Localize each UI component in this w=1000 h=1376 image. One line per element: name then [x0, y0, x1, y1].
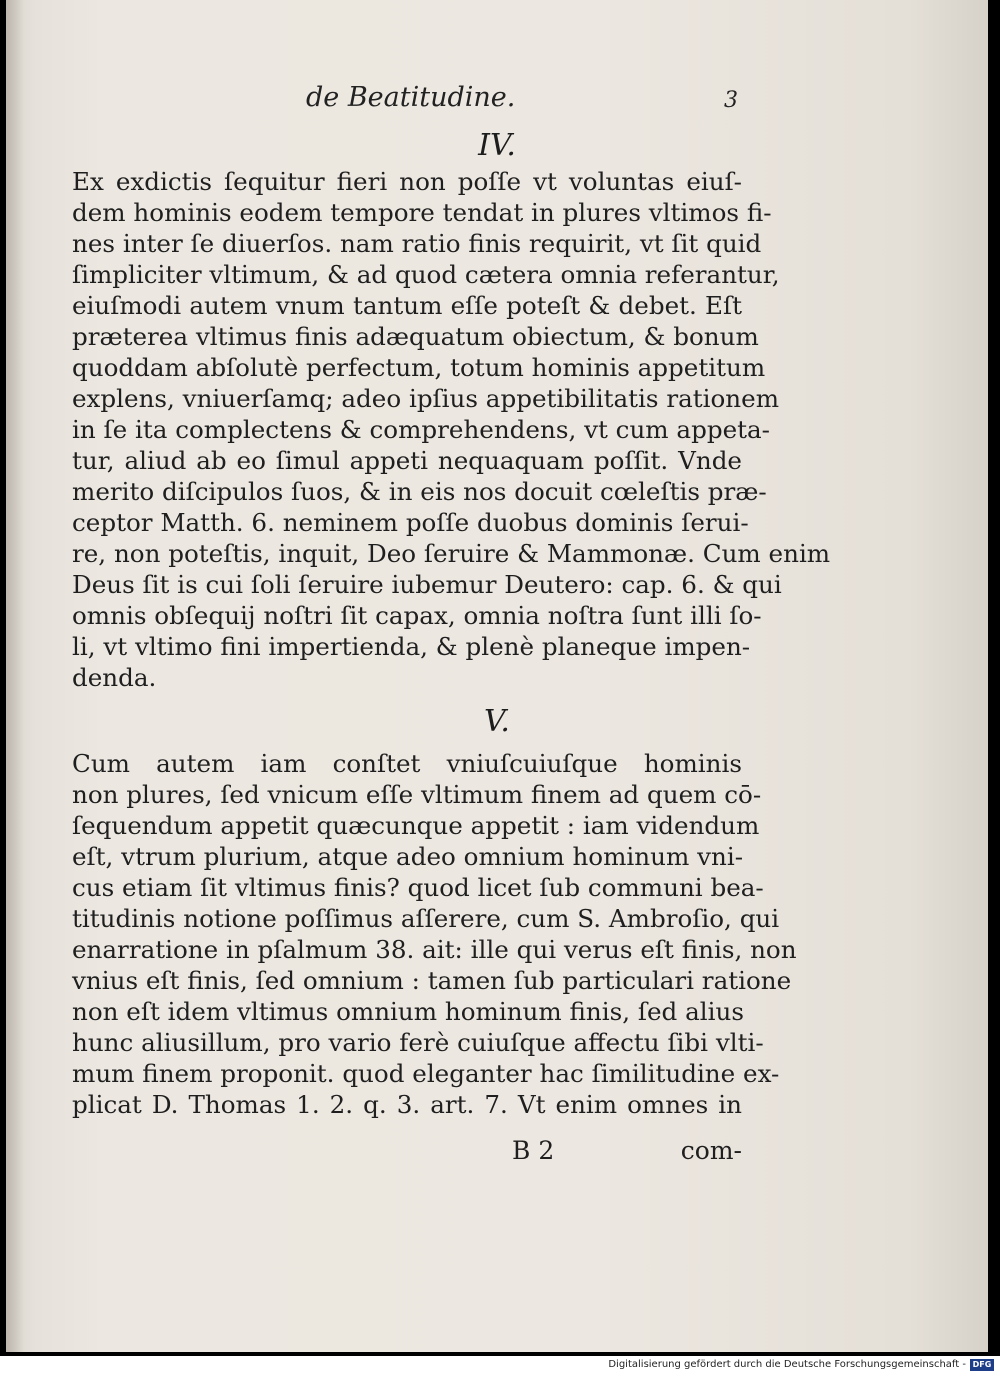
text-line: omnis obſequij noſtri ſit capax, omnia noſtra ſunt illi ſo- — [72, 601, 762, 630]
text-line: vnius eſt finis, ſed omnium : tamen ſub particulari ratione — [72, 966, 792, 995]
text-line: enarratione in pſalmum 38. ait: ille qui verus eſt finis, non — [72, 935, 797, 964]
text-line: non plures, ſed vnicum eſſe vltimum finem ad quem cō- — [72, 780, 762, 809]
text-line: li, vt vltimo fini impertienda, & plenè planeque impen- — [72, 632, 751, 661]
section-number-v: V. — [484, 704, 510, 739]
section-number-iv: IV. — [478, 128, 516, 163]
text-line: explens, vniuerſamq; adeo ipſius appetibilitatis rationem — [72, 384, 780, 413]
text-line: tur, aliud ab eo ſimul appeti nequaquam poſſit. Vnde — [72, 446, 742, 475]
text-line: merito diſcipulos ſuos, & in eis nos docuit cœleſtis præ- — [72, 477, 767, 506]
section-iv-text — [72, 166, 831, 693]
text-line: titudinis notione poſſimus aſſerere, cum S. Ambroſio, qui — [72, 904, 780, 933]
text-line: non eſt idem vltimus omnium hominum finis, ſed alius — [72, 997, 744, 1026]
signature-mark: B 2 — [512, 1136, 555, 1165]
text-line: re, non poteſtis, inquit, Deo ſeruire & Mammonæ. Cum enim — [72, 539, 831, 568]
text-line: eſt, vtrum plurium, atque adeo omnium hominum vni- — [72, 842, 744, 871]
catchword: com- — [680, 1136, 742, 1165]
book-page — [6, 0, 988, 1352]
text-line: cus etiam ſit vltimus finis? quod licet ſub communi bea- — [72, 873, 764, 902]
text-line: dem hominis eodem tempore tendat in plures vltimos fi- — [72, 198, 772, 227]
text-line: in ſe ita complectens & comprehendens, vt cum appeta- — [72, 415, 770, 444]
text-line: Cum autem iam conſtet vniuſcuiuſque hominis — [72, 749, 742, 778]
text-line: plicat D. Thomas 1. 2. q. 3. art. 7. Vt enim omnes in — [72, 1090, 742, 1119]
page-number: 3 — [724, 88, 738, 113]
text-line: præterea vltimus finis adæquatum obiectum, & bonum — [72, 322, 759, 351]
text-line: ſimpliciter vltimum, & ad quod cætera omnia referantur, — [72, 260, 780, 289]
text-line: nes inter ſe diuerſos. nam ratio finis requirit, vt ſit quid — [72, 229, 762, 258]
text-line: hunc aliusillum, pro vario ferè cuiuſque affectu ſibi vlti- — [72, 1028, 764, 1057]
text-line: quoddam abſolutè perfectum, totum hominis appetitum — [72, 353, 766, 382]
text-line: Deus ſit is cui ſoli ſeruire iubemur Deutero: cap. 6. & qui — [72, 570, 782, 599]
text-line: ceptor Matth. 6. neminem poſſe duobus dominis ſerui- — [72, 508, 749, 537]
dfg-logo-icon: DFG — [970, 1359, 994, 1371]
page-header — [306, 82, 738, 122]
running-title: de Beatitudine. — [306, 82, 516, 113]
text-line: eiuſmodi autem vnum tantum eſſe poteſt & debet. Eſt — [72, 291, 742, 320]
page-footer — [72, 1136, 742, 1172]
text-line: Ex exdictis ſequitur fieri non poſſe vt voluntas eiuſ- — [72, 167, 742, 196]
section-v-text — [72, 748, 797, 1120]
funding-credit: Digitalisierung gefördert durch die Deutsche Forschungsgemeinschaft - — [608, 1359, 966, 1370]
page-gutter-shadow — [6, 0, 24, 1352]
credit-bar — [0, 1356, 1000, 1376]
text-line: mum finem proponit. quod eleganter hac ſimilitudine ex- — [72, 1059, 780, 1088]
text-line: ſequendum appetit quæcunque appetit : iam videndum — [72, 811, 760, 840]
text-line: denda. — [72, 663, 157, 692]
